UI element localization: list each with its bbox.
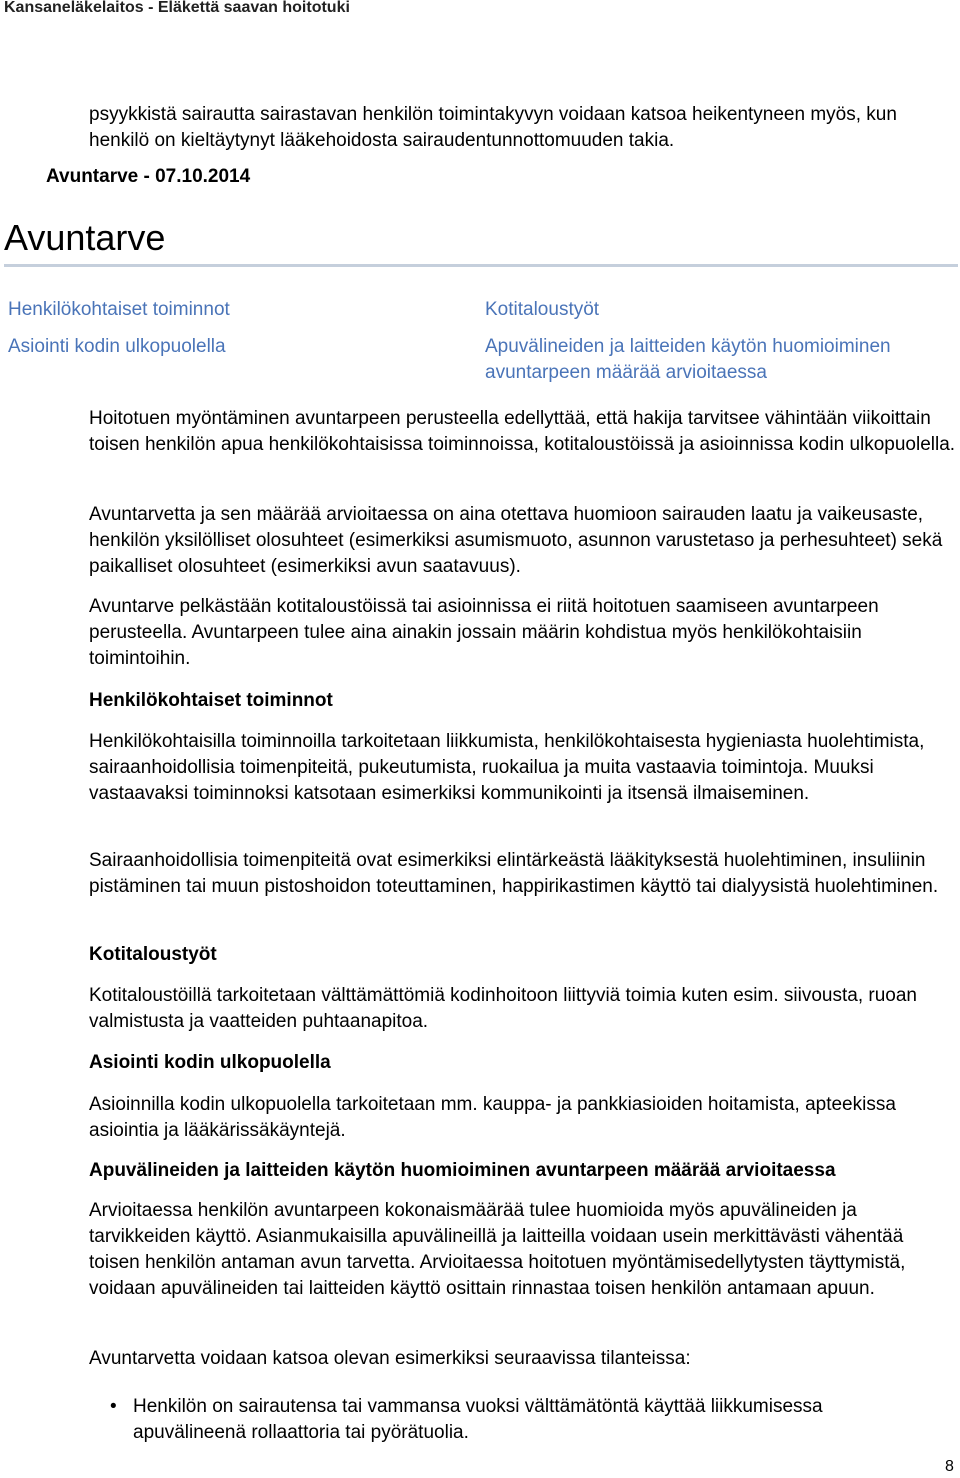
- page-title: Avuntarve: [4, 217, 166, 258]
- heading-aids: Apuvälineiden ja laitteiden käytön huomioiminen avuntarpeen määrää arvioitaessa: [89, 1160, 836, 1181]
- title-divider: [4, 264, 958, 267]
- paragraph-errands-definition: Asioinnilla kodin ulkopuolella tarkoitetaan mm. kauppa- ja pankkiasioiden hoitamista, apteekissa asiointia ja lääkärissäkäyntejä.: [89, 1094, 896, 1141]
- page-number: 8: [945, 1458, 954, 1475]
- toc-link-personal[interactable]: Henkilökohtaiset toiminnot: [8, 299, 230, 320]
- paragraph-medical-procedures: Sairaanhoidollisia toimenpiteitä ovat esimerkiksi elintärkeästä lääkityksestä huolehtiminen, insuliinin pistäminen tai muun pistoshoidon toteuttaminen, happirikastimen käyttö tai dialyysistä huolehtiminen.: [89, 850, 939, 897]
- heading-personal: Henkilökohtaiset toiminnot: [89, 690, 333, 711]
- list-item-text: Henkilön on sairautensa tai vammansa vuoksi välttämätöntä käyttää liikkumisessa apuvälineenä rollaattoria tai pyörätuolia.: [133, 1396, 823, 1443]
- paragraph-aids-definition: Arvioitaessa henkilön avuntarpeen kokonaismäärää tulee huomioida myös apuvälineiden ja tarvikkeiden käyttö. Asianmukaisilla apuvälineillä ja laitteilla voidaan usein merkittävästi vähentää toisen henkilön antaman avun tarvetta. Arvioitaessa hoitotuen myöntämisedellytysten täyttymistä, voidaan apuvälineiden tai laitteiden käyttö osittain rinnastaa toisen henkilön antamaan apuun.: [89, 1200, 906, 1299]
- intro-paragraph: psyykkistä sairautta sairastavan henkilön toimintakyvyn voidaan katsoa heikentyneen myös, kun henkilö on kieltäytynyt lääkehoidosta sairaudentunnottomuuden takia.: [89, 104, 897, 151]
- paragraph-personal-required: Avuntarve pelkästään kotitaloustöissä tai asioinnissa ei riitä hoitotuen saamiseen avuntarpeen perusteella. Avuntarpeen tulee aina ainakin jossain määrin kohdistua myös henkilökohtaisiin toimintoihin.: [89, 596, 879, 669]
- heading-household: Kotitaloustyöt: [89, 944, 217, 965]
- toc-link-aids[interactable]: Apuvälineiden ja laitteiden käytön huomioiminen avuntarpeen määrää arvioitaessa: [485, 336, 891, 383]
- paragraph-aids-examples-intro: Avuntarvetta voidaan katsoa olevan esimerkiksi seuraavissa tilanteissa:: [89, 1348, 691, 1369]
- document-header: Kansaneläkelaitos - Eläkettä saavan hoitotuki: [4, 0, 350, 16]
- toc-link-household[interactable]: Kotitaloustyöt: [485, 299, 600, 320]
- toc-link-errands[interactable]: Asiointi kodin ulkopuolella: [8, 336, 226, 357]
- paragraph-requirement: Hoitotuen myöntäminen avuntarpeen perusteella edellyttää, että hakija tarvitsee vähintään viikoittain toisen henkilön apua henkilökohtaisissa toiminnoissa, kotitaloustöissä ja asioinnissa kodin ulkopuolella.: [89, 408, 956, 455]
- heading-errands: Asiointi kodin ulkopuolella: [89, 1052, 331, 1073]
- paragraph-assessment: Avuntarvetta ja sen määrää arvioitaessa on aina otettava huomioon sairauden laatu ja vaikeusaste, henkilön yksilölliset olosuhteet (esimerkiksi asumismuoto, asunnon varustetaso ja perhesuhteet) sekä paikalliset olosuhteet (esimerkiksi avun saatavuus).: [89, 504, 943, 577]
- paragraph-personal-definition: Henkilökohtaisilla toiminnoilla tarkoitetaan liikkumista, henkilökohtaisesta hygieniasta huolehtimista, sairaanhoidollisia toimenpiteitä, pukeutumista, ruokailua ja muita vastaavia toimintoja. Muuksi vastaavaksi toiminnoksi katsotaan esimerkiksi kommunikointi ja itsensä ilmaiseminen.: [89, 731, 925, 804]
- bullet-icon: •: [110, 1396, 117, 1417]
- date-line: Avuntarve - 07.10.2014: [46, 166, 251, 187]
- paragraph-household-definition: Kotitaloustöillä tarkoitetaan välttämättömiä kodinhoitoon liittyviä toimia kuten esim. siivousta, ruoan valmistusta ja vaatteiden puhtaanapitoa.: [89, 985, 917, 1032]
